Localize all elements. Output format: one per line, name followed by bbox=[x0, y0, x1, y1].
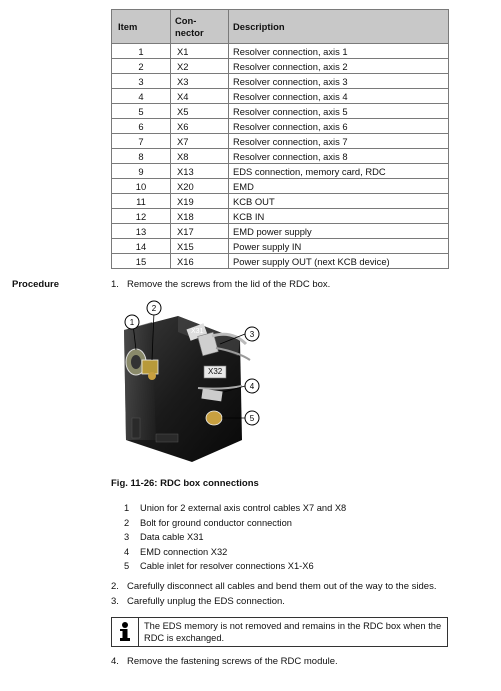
cell-description: Resolver connection, axis 5 bbox=[229, 104, 449, 119]
cell-description: KCB IN bbox=[229, 209, 449, 224]
cell-item: 12 bbox=[112, 209, 171, 224]
table-row bbox=[112, 134, 449, 149]
cell-connector: X17 bbox=[171, 224, 229, 239]
legend-number: 5 bbox=[124, 561, 130, 572]
table-row bbox=[112, 254, 449, 269]
cell-description: Resolver connection, axis 1 bbox=[229, 44, 449, 59]
step-number: 3. bbox=[111, 596, 119, 607]
cell-description: Resolver connection, axis 2 bbox=[229, 59, 449, 74]
cell-connector: X2 bbox=[171, 59, 229, 74]
header-connector: Con- nector bbox=[171, 10, 229, 44]
cell-item: 7 bbox=[112, 134, 171, 149]
procedure-label: Procedure bbox=[12, 279, 59, 290]
header-item: Item bbox=[112, 10, 171, 44]
svg-text:1: 1 bbox=[129, 318, 135, 327]
label-x32: X32 bbox=[208, 367, 223, 376]
step-4 bbox=[111, 656, 338, 668]
cell-connector: X4 bbox=[171, 89, 229, 104]
cell-connector: X13 bbox=[171, 164, 229, 179]
note-text: The EDS memory is not removed and remains in the RDC box when the RDC is exchanged. bbox=[144, 621, 442, 643]
cell-item: 8 bbox=[112, 149, 171, 164]
legend-item bbox=[124, 545, 346, 560]
cell-item: 1 bbox=[112, 44, 171, 59]
cell-item: 14 bbox=[112, 239, 171, 254]
cell-connector: X6 bbox=[171, 119, 229, 134]
step-number: 4. bbox=[111, 656, 119, 667]
step-3 bbox=[111, 596, 285, 608]
cell-connector: X16 bbox=[171, 254, 229, 269]
cell-description: Resolver connection, axis 4 bbox=[229, 89, 449, 104]
table-row bbox=[112, 224, 449, 239]
table-row bbox=[112, 194, 449, 209]
cell-connector: X1 bbox=[171, 44, 229, 59]
cell-description: Power supply OUT (next KCB device) bbox=[229, 254, 449, 269]
legend-text: Bolt for ground conductor connection bbox=[140, 517, 292, 528]
cell-description: EMD power supply bbox=[229, 224, 449, 239]
cell-item: 9 bbox=[112, 164, 171, 179]
cell-item: 13 bbox=[112, 224, 171, 239]
table-row bbox=[112, 239, 449, 254]
cell-connector: X15 bbox=[171, 239, 229, 254]
step-text: Remove the fastening screws of the RDC module. bbox=[127, 656, 338, 667]
cell-connector: X20 bbox=[171, 179, 229, 194]
legend-text: Cable inlet for resolver connections X1-X6 bbox=[140, 561, 314, 572]
svg-text:3: 3 bbox=[249, 330, 255, 339]
step-number: 1. bbox=[111, 279, 119, 290]
cell-item: 11 bbox=[112, 194, 171, 209]
legend-text: EMD connection X32 bbox=[140, 546, 228, 557]
table-row bbox=[112, 59, 449, 74]
table-row bbox=[112, 149, 449, 164]
cell-item: 5 bbox=[112, 104, 171, 119]
legend-number: 2 bbox=[124, 517, 130, 528]
table-row bbox=[112, 104, 449, 119]
rdc-box-illustration bbox=[112, 300, 272, 465]
legend-item bbox=[124, 516, 346, 531]
table-row bbox=[112, 164, 449, 179]
legend-item bbox=[124, 530, 346, 545]
cell-connector: X3 bbox=[171, 74, 229, 89]
legend-text: Data cable X31 bbox=[140, 532, 204, 543]
cell-description: Resolver connection, axis 8 bbox=[229, 149, 449, 164]
cell-connector: X19 bbox=[171, 194, 229, 209]
legend-item bbox=[124, 559, 346, 574]
cell-description: Power supply IN bbox=[229, 239, 449, 254]
legend-number: 4 bbox=[124, 546, 130, 557]
figure-caption: Fig. 11-26: RDC box connections bbox=[111, 478, 259, 489]
table-row bbox=[112, 44, 449, 59]
cell-item: 4 bbox=[112, 89, 171, 104]
callout-3 bbox=[245, 327, 259, 341]
cell-item: 6 bbox=[112, 119, 171, 134]
step-text: Carefully disconnect all cables and bend them out of the way to the sides. bbox=[127, 581, 437, 592]
legend-text: Union for 2 external axis control cables X7 and X8 bbox=[140, 503, 347, 513]
cell-connector: X7 bbox=[171, 134, 229, 149]
table-header-row bbox=[112, 10, 449, 44]
cell-description: Resolver connection, axis 6 bbox=[229, 119, 449, 134]
header-description: Description bbox=[229, 10, 449, 44]
table-row bbox=[112, 74, 449, 89]
figure-legend bbox=[124, 501, 346, 574]
connector-table bbox=[111, 9, 449, 269]
step-text: Carefully unplug the EDS connection. bbox=[127, 596, 285, 607]
info-note bbox=[111, 617, 448, 647]
table-row bbox=[112, 119, 449, 134]
info-icon bbox=[112, 618, 139, 646]
cell-description: Resolver connection, axis 7 bbox=[229, 134, 449, 149]
callout-5 bbox=[245, 411, 259, 425]
cell-item: 3 bbox=[112, 74, 171, 89]
table-row bbox=[112, 179, 449, 194]
callout-2 bbox=[147, 301, 161, 315]
table-body bbox=[112, 44, 449, 269]
cell-item: 2 bbox=[112, 59, 171, 74]
cell-item: 10 bbox=[112, 179, 171, 194]
label-x31: X31 bbox=[191, 328, 204, 335]
cell-connector: X5 bbox=[171, 104, 229, 119]
cell-description: Resolver connection, axis 3 bbox=[229, 74, 449, 89]
step-1 bbox=[111, 279, 330, 291]
callout-1 bbox=[125, 315, 139, 329]
svg-text:4: 4 bbox=[249, 382, 255, 391]
cell-description: EMD bbox=[229, 179, 449, 194]
rdc-box-photo bbox=[112, 300, 272, 465]
cell-connector: X18 bbox=[171, 209, 229, 224]
step-2 bbox=[111, 581, 436, 593]
step-text: Remove the screws from the lid of the RDC box. bbox=[127, 279, 331, 290]
table-row bbox=[112, 89, 449, 104]
svg-text:2: 2 bbox=[151, 304, 157, 313]
cell-connector: X8 bbox=[171, 149, 229, 164]
cell-description: KCB OUT bbox=[229, 194, 449, 209]
table-row bbox=[112, 209, 449, 224]
callout-4 bbox=[245, 379, 259, 393]
step-number: 2. bbox=[111, 581, 119, 592]
legend-item bbox=[124, 501, 346, 516]
legend-number: 1 bbox=[124, 503, 130, 513]
cell-description: EDS connection, memory card, RDC bbox=[229, 164, 449, 179]
legend-number: 3 bbox=[124, 532, 130, 543]
cell-item: 15 bbox=[112, 254, 171, 269]
svg-text:5: 5 bbox=[249, 414, 255, 423]
